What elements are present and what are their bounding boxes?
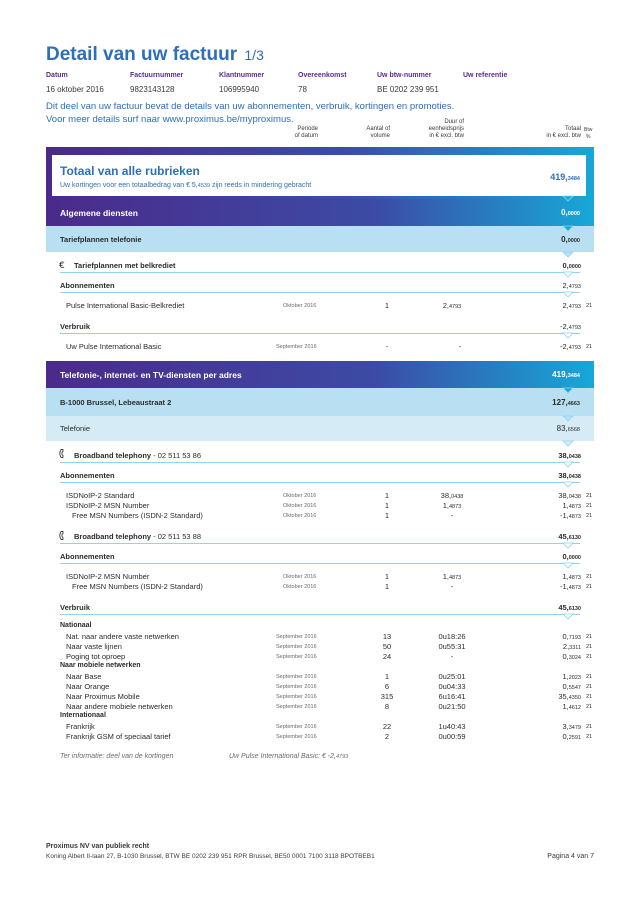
field-value-datum: 16 oktober 2016 <box>46 85 104 94</box>
band-tarief-amount-small: 0000 <box>567 237 580 244</box>
col-header-aantal <box>366 126 390 140</box>
usage-item-total <box>562 652 581 661</box>
usage-item-name: Naar Orange <box>66 682 110 691</box>
usage-item-qty: 22 <box>382 722 392 731</box>
field-label-klantnummer: Klantnummer <box>219 72 265 79</box>
usage-item-total-main: 35, <box>558 692 569 701</box>
usage-item-date: September 2016 <box>276 674 317 680</box>
line-item-qty: 1 <box>384 572 390 581</box>
field-label-datum: Datum <box>46 72 68 79</box>
usage-item-total <box>562 722 581 731</box>
usage-item-qty: 2 <box>384 732 390 741</box>
line-item-date: Oktober 2016 <box>283 493 317 499</box>
line-item-unit <box>422 511 482 520</box>
section-notch <box>563 252 573 257</box>
phone-icon <box>59 531 66 540</box>
usage-item-name: Naar Base <box>66 672 102 681</box>
line-item-qty: 1 <box>384 511 390 520</box>
line2-number: - 02 511 53 88 <box>151 532 201 541</box>
line-item-unit-small: 4873 <box>449 504 462 510</box>
usage-item-name: Frankrijk GSM of speciaal tarief <box>66 732 171 741</box>
usage-item-date: September 2016 <box>276 704 317 710</box>
line-item-qty: 1 <box>384 582 390 591</box>
col-duur-line3: in € excl. btw <box>429 133 464 139</box>
line2-abonnementen-label: Abonnementen <box>60 552 115 561</box>
line-item-date: Oktober 2016 <box>283 503 317 509</box>
band-telefonie-internet-tv <box>46 361 594 388</box>
divider <box>60 333 580 334</box>
abonnementen-amount <box>562 281 581 290</box>
usage-item-total-main: 0, <box>562 652 569 661</box>
line-item-total <box>562 501 581 510</box>
total-amount <box>550 172 580 182</box>
usage-item-duration: 6u16:41 <box>438 692 466 701</box>
usage-item-date: September 2016 <box>276 634 317 640</box>
col-periode-line2: of datum <box>294 133 318 139</box>
line-item-total-small: 4873 <box>568 504 581 510</box>
band-algemene-amount-small: 0000 <box>567 211 580 217</box>
page-title <box>46 44 264 66</box>
usage-item-total-small: 3024 <box>568 655 581 661</box>
footer-page-number: Pagina 4 van 7 <box>547 853 594 860</box>
line-item-total <box>560 511 581 520</box>
discount-note-right <box>229 753 348 760</box>
band-tarief-amount-main: 0, <box>561 234 568 244</box>
line2-amount-main: 45, <box>558 532 569 541</box>
line2-label <box>74 532 201 541</box>
usage-item-name: Frankrijk <box>66 722 95 731</box>
line-item-name: Free MSN Numbers (ISDN-2 Standard) <box>72 511 203 520</box>
usage-item-date: September 2016 <box>276 734 317 740</box>
field-label-btw: Uw btw-nummer <box>377 72 432 79</box>
line-item-unit-main: - <box>450 582 454 591</box>
usage-group-title: Naar mobiele netwerken <box>60 662 141 669</box>
line-item-total-small: 4873 <box>568 575 581 581</box>
field-value-overeenkomst: 78 <box>298 85 307 94</box>
line1-amount-main: 38, <box>558 451 569 460</box>
band-algemene-diensten <box>46 199 594 226</box>
line2-abon-amount-main: 0, <box>562 552 569 561</box>
line-item-qty: 1 <box>384 491 390 500</box>
line-item-date: Oktober 2016 <box>283 513 317 519</box>
usage-item-qty: 8 <box>384 702 390 711</box>
line2-verbruik-amount <box>558 603 581 612</box>
usage-item-date: September 2016 <box>276 724 317 730</box>
belkrediet-amount <box>562 261 581 270</box>
line2-amount <box>558 532 581 541</box>
band-address-amount <box>552 398 580 407</box>
line-item-date: September 2016 <box>276 344 317 350</box>
usage-item-btw: 21 <box>586 644 593 650</box>
line2-verbruik-label: Verbruik <box>60 603 91 612</box>
line-item-unit-main: 1, <box>442 572 449 581</box>
line-item-unit-small: 4793 <box>449 304 462 310</box>
col-periode-line1: Periode <box>297 126 318 132</box>
line-item-total-main: -2, <box>559 342 569 351</box>
field-value-klantnummer: 106995940 <box>219 85 260 94</box>
usage-item-name: Poging tot oproep <box>66 652 126 661</box>
usage-item-duration: 0u18:26 <box>438 632 466 641</box>
line2-amount-small: 6130 <box>568 535 581 541</box>
footer-address: Koning Albert II-laan 27, B-1030 Brussel, BTW BE 0202 239 951 RPR Brussel, BE50 0001 7100 3118 BPOTBEB1 <box>46 853 375 860</box>
line1-abonnementen-label: Abonnementen <box>60 471 115 480</box>
svg-text:€: € <box>59 261 65 269</box>
line-item-name: ISDNoIP-2 MSN Number <box>66 572 150 581</box>
total-title: Totaal van alle rubrieken <box>60 164 200 178</box>
discount-note-left: Ter informatie: deel van de kortingen <box>60 753 174 760</box>
line1-amount-small: 0438 <box>568 454 581 460</box>
col-header-btw-pct: % <box>586 134 591 140</box>
line1-label <box>74 451 201 460</box>
band-telefonie-sub-amount <box>557 424 580 433</box>
line-item-total <box>562 301 581 310</box>
usage-item-total-main: 2, <box>562 642 570 651</box>
divider <box>60 272 580 273</box>
usage-item-btw: 21 <box>586 634 593 640</box>
verbruik-amount-main: -2, <box>559 322 569 331</box>
total-sub-pre: Uw kortingen voor een totaalbedrag van € 5, <box>60 182 198 189</box>
band-address-label: B-1000 Brussel, Lebeaustraat 2 <box>60 397 172 407</box>
usage-group-title: Nationaal <box>60 622 92 629</box>
usage-item-qty: 13 <box>382 632 392 641</box>
usage-item-duration: 0u21:50 <box>438 702 466 711</box>
line-item-total-main: -1, <box>559 511 569 520</box>
abonnementen-label: Abonnementen <box>60 281 115 290</box>
col-totaal-line2: in € excl. btw <box>546 133 581 139</box>
field-label-factuurnummer: Factuurnummer <box>130 72 184 79</box>
usage-item-date: September 2016 <box>276 684 317 690</box>
line-item-name: Free MSN Numbers (ISDN-2 Standard) <box>72 582 203 591</box>
line2-abonnementen-amount <box>562 552 581 561</box>
band-telefonie-sub-amount-small: 6568 <box>567 427 580 433</box>
line2-verbruik-amount-main: 45, <box>558 603 569 612</box>
verbruik-amount <box>560 322 581 331</box>
line-item-total <box>558 491 581 500</box>
field-label-overeenkomst: Overeenkomst <box>298 72 347 79</box>
usage-item-total <box>558 692 581 701</box>
line-item-name: ISDNoIP-2 MSN Number <box>66 501 150 510</box>
usage-item-total <box>562 672 581 681</box>
line-item-name: ISDNoIP-2 Standard <box>66 491 135 500</box>
line-item-total <box>562 572 581 581</box>
band-address <box>46 388 594 416</box>
usage-item-date: September 2016 <box>276 694 317 700</box>
band-telefonie-sub-amount-main: 83, <box>556 424 568 433</box>
line1-abon-amount-small: 0438 <box>568 474 581 480</box>
verbruik-label: Verbruik <box>60 322 91 331</box>
discount-note-right-pre: Uw Pulse International Basic: € -2, <box>229 753 336 760</box>
line-item-unit-main: - <box>450 511 454 520</box>
total-sub-small: 4539 <box>197 183 211 189</box>
usage-item-btw: 21 <box>586 674 593 680</box>
usage-item-duration: 0u25:01 <box>438 672 466 681</box>
belkrediet-amount-main: 0, <box>562 261 569 270</box>
band-algemene-amount <box>561 208 580 217</box>
verbruik-amount-small: 4793 <box>568 325 581 331</box>
usage-item-total-main: 1, <box>562 702 569 711</box>
discount-note-right-small: 4793 <box>336 754 349 760</box>
field-label-referentie: Uw referentie <box>463 72 508 79</box>
belkrediet-label: Tariefplannen met belkrediet <box>74 261 176 270</box>
band-telefonie-amount-main: 419, <box>552 370 568 379</box>
usage-item-duration: - <box>450 652 454 661</box>
line-item-total-small: 4873 <box>568 585 581 591</box>
total-subtitle <box>60 182 311 189</box>
band-tarief-label: Tariefplannen telefonie <box>60 234 142 244</box>
usage-item-qty: 50 <box>382 642 392 651</box>
line-item-unit-small: 4873 <box>449 575 462 581</box>
usage-item-qty: 6 <box>384 682 390 691</box>
line-item-unit-main: 1, <box>442 501 449 510</box>
col-header-duur <box>429 119 464 140</box>
line2-abon-amount-small: 0000 <box>568 555 581 561</box>
line-item-total-small: 4793 <box>568 304 581 310</box>
usage-item-btw: 21 <box>586 694 593 700</box>
phone-icon <box>59 449 66 458</box>
line-item-btw: 21 <box>586 344 593 350</box>
line-item-name: Pulse International Basic-Belkrediet <box>66 301 185 310</box>
usage-item-total-small: 3479 <box>568 725 581 731</box>
line-item-unit <box>422 301 482 310</box>
usage-item-total <box>562 702 581 711</box>
usage-item-total <box>562 732 581 741</box>
field-value-btw: BE 0202 239 951 <box>377 85 439 94</box>
line1-abon-amount-main: 38, <box>558 471 569 480</box>
usage-group-title: Internationaal <box>60 712 106 719</box>
footer-company: Proximus NV van publiek recht <box>46 843 150 850</box>
line-item-total-main: 2, <box>562 301 569 310</box>
line-item-total-small: 0438 <box>568 494 581 500</box>
usage-item-total-small: 2023 <box>568 675 581 681</box>
usage-item-btw: 21 <box>586 704 593 710</box>
usage-item-total-small: 5547 <box>568 685 581 691</box>
band-telefonie-amount <box>552 370 580 379</box>
usage-item-duration: 0u00:59 <box>438 732 466 741</box>
euro-phone-icon <box>59 260 66 269</box>
line-item-unit-small: 0438 <box>451 494 464 500</box>
line-item-total-main: -1, <box>559 582 569 591</box>
divider <box>60 563 580 564</box>
line-item-unit-main: 2, <box>442 301 449 310</box>
line1-amount <box>558 451 581 460</box>
page-fraction: 1/3 <box>244 47 264 63</box>
col-aantal-line1: Aantal of <box>366 126 390 132</box>
line2-label-text: Broadband telephony <box>74 532 152 541</box>
intro-line-2: Voor meer details surf naar www.proximus.be/myproximus. <box>46 114 294 125</box>
usage-item-duration: 1u40:43 <box>438 722 466 731</box>
line-item-total-main: 1, <box>562 501 569 510</box>
divider <box>60 292 580 293</box>
line-item-qty: 1 <box>384 301 390 310</box>
line-item-unit: - <box>458 342 462 351</box>
line1-label-text: Broadband telephony <box>74 451 152 460</box>
usage-item-btw: 21 <box>586 654 593 660</box>
usage-item-total <box>562 682 581 691</box>
usage-item-qty: 315 <box>380 692 394 701</box>
line-item-date: Oktober 2016 <box>283 574 317 580</box>
col-duur-line1: Duur of <box>444 119 464 125</box>
total-amount-main: 419, <box>550 172 568 182</box>
usage-item-total-small: 3311 <box>569 645 581 651</box>
usage-item-name: Naar andere mobiele netwerken <box>66 702 173 711</box>
band-telefonie-label: Telefonie-, internet- en TV-diensten per adres <box>60 369 242 380</box>
line-item-btw: 21 <box>586 574 593 580</box>
usage-item-btw: 21 <box>586 684 593 690</box>
intro-line-1: Dit deel van uw factuur bevat de details van uw abonnementen, verbruik, kortingen en promoties. <box>46 101 455 112</box>
line-item-unit <box>422 572 482 581</box>
col-header-btw: Btw <box>584 127 593 133</box>
col-totaal-line1: Totaal <box>564 126 581 132</box>
usage-item-total-small: 4612 <box>568 705 581 711</box>
band-address-amount-small: 4663 <box>567 400 580 407</box>
band-telefonie-sub-label: Telefonie <box>60 424 91 433</box>
line-item-btw: 21 <box>586 513 593 519</box>
abonnementen-amount-small: 4793 <box>568 284 581 290</box>
usage-item-total-main: 3, <box>562 722 569 731</box>
line-item-btw: 21 <box>586 584 593 590</box>
total-sub-post: zijn reeds in mindering gebracht <box>210 182 312 189</box>
usage-item-qty: 24 <box>382 652 392 661</box>
divider <box>60 614 580 615</box>
usage-item-total-main: 0, <box>562 732 569 741</box>
divider <box>60 482 580 483</box>
line-item-total-small: 4793 <box>568 345 581 351</box>
band-tariefplannen <box>46 226 594 252</box>
usage-item-total-main: 0, <box>562 682 569 691</box>
line-item-btw: 21 <box>586 303 593 309</box>
line-item-total-small: 4873 <box>568 514 581 520</box>
usage-item-total <box>562 632 581 641</box>
col-duur-line2: eenheidsprijs <box>428 126 464 132</box>
field-value-factuurnummer: 9823143128 <box>130 85 175 94</box>
usage-item-btw: 21 <box>586 724 593 730</box>
line-item-unit-main: 38, <box>440 491 452 500</box>
usage-item-btw: 21 <box>586 734 593 740</box>
usage-item-total-small: 2591 <box>568 735 581 741</box>
usage-item-total-main: 0, <box>562 632 569 641</box>
title-text: Detail van uw factuur <box>46 44 238 65</box>
line-item-unit <box>422 501 482 510</box>
usage-item-date: September 2016 <box>276 644 317 650</box>
usage-item-duration: 0u55:31 <box>438 642 466 651</box>
band-telefonie-amount-small: 3484 <box>567 373 580 379</box>
line-item-total-main: 1, <box>562 572 569 581</box>
total-amount-small: 3484 <box>567 176 580 182</box>
col-header-periode <box>295 126 318 140</box>
usage-item-name: Naar vaste lijnen <box>66 642 122 651</box>
band-tarief-amount <box>561 235 580 244</box>
band-algemene-amount-main: 0, <box>561 208 568 217</box>
line-item-total <box>560 342 581 351</box>
line-item-total-main: 38, <box>558 491 569 500</box>
line1-abonnementen-amount <box>558 471 581 480</box>
line1-number: - 02 511 53 86 <box>151 451 201 460</box>
band-algemene-label: Algemene diensten <box>60 207 138 218</box>
line-item-unit <box>422 582 482 591</box>
line-item-unit <box>422 491 482 500</box>
usage-item-duration: 0u04:33 <box>438 682 466 691</box>
line-item-qty: - <box>385 342 389 351</box>
abonnementen-amount-main: 2, <box>562 281 569 290</box>
line-item-total <box>560 582 581 591</box>
usage-item-total-small: 7193 <box>568 635 581 641</box>
band-address-amount-main: 127, <box>552 397 568 407</box>
belkrediet-amount-small: 0000 <box>568 264 581 270</box>
band-telefonie <box>46 416 594 441</box>
usage-item-total-small: 4350 <box>568 695 581 701</box>
col-header-totaal <box>546 126 581 140</box>
line-item-qty: 1 <box>384 501 390 510</box>
line-item-btw: 21 <box>586 493 593 499</box>
section-notch <box>563 441 573 446</box>
usage-item-qty: 1 <box>384 672 390 681</box>
divider <box>60 462 580 463</box>
col-aantal-line2: volume <box>370 133 390 139</box>
usage-item-name: Naar Proximus Mobile <box>66 692 140 701</box>
line-item-date: Oktober 2016 <box>283 584 317 590</box>
line-item-btw: 21 <box>586 503 593 509</box>
usage-item-date: September 2016 <box>276 654 317 660</box>
usage-item-name: Nat. naar andere vaste netwerken <box>66 632 179 641</box>
line2-verbruik-amount-small: 6130 <box>568 606 581 612</box>
line-item-name: Uw Pulse International Basic <box>66 342 162 351</box>
divider <box>60 543 580 544</box>
usage-item-total-main: 1, <box>562 672 569 681</box>
usage-item-total <box>563 642 581 651</box>
line-item-date: Oktober 2016 <box>283 303 317 309</box>
